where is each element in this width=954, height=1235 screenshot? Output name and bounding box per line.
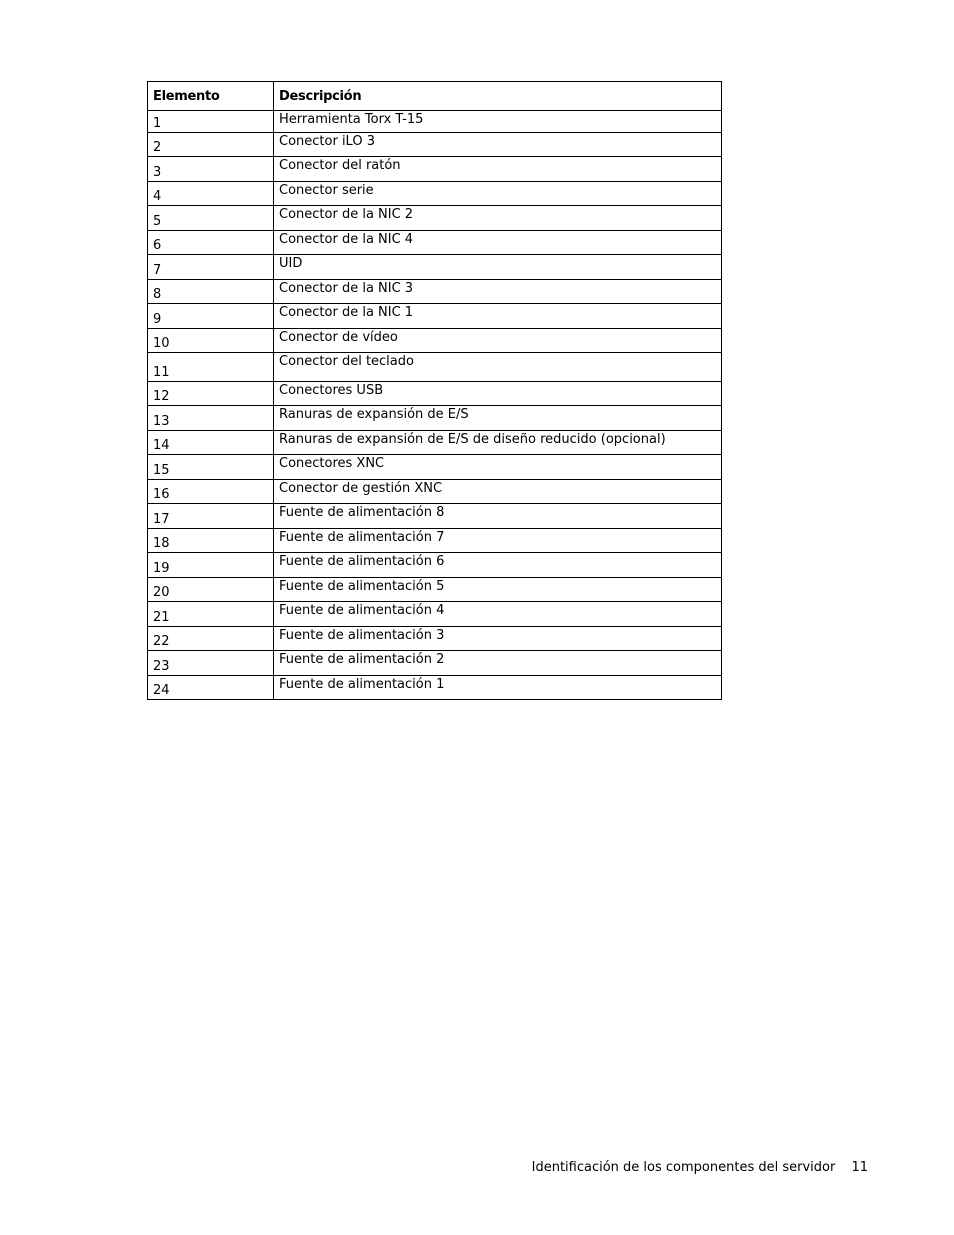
row-description: Fuente de alimentación 4 <box>274 602 722 627</box>
row-item-number: 22 <box>148 627 274 651</box>
row-item-number: 19 <box>148 553 274 578</box>
row-item-number: 7 <box>148 255 274 280</box>
row-description: Conector de vídeo <box>274 329 722 353</box>
page-footer <box>532 1160 868 1175</box>
row-description: Conector de la NIC 3 <box>274 280 722 304</box>
column-header-descripcion: Descripción <box>274 82 722 111</box>
row-item-number: 13 <box>148 406 274 431</box>
row-item-number: 15 <box>148 455 274 480</box>
table-row <box>148 529 722 553</box>
row-description: Conector serie <box>274 182 722 206</box>
row-description: Conector de la NIC 4 <box>274 231 722 255</box>
table-row <box>148 504 722 529</box>
row-item-number: 14 <box>148 431 274 455</box>
row-description: Conector de la NIC 1 <box>274 304 722 329</box>
row-description: Herramienta Torx T-15 <box>274 111 722 133</box>
row-item-number: 5 <box>148 206 274 231</box>
row-description: Conector del teclado <box>274 353 722 382</box>
table-row <box>148 602 722 627</box>
row-description: Conector iLO 3 <box>274 133 722 157</box>
table-row <box>148 157 722 182</box>
row-item-number: 16 <box>148 480 274 504</box>
table-row <box>148 651 722 676</box>
page-number: 11 <box>851 1160 868 1175</box>
row-description: Ranuras de expansión de E/S <box>274 406 722 431</box>
row-description: Fuente de alimentación 7 <box>274 529 722 553</box>
table-row <box>148 206 722 231</box>
row-item-number: 2 <box>148 133 274 157</box>
row-item-number: 21 <box>148 602 274 627</box>
row-description: Fuente de alimentación 5 <box>274 578 722 602</box>
table-row <box>148 627 722 651</box>
row-description: Conectores XNC <box>274 455 722 480</box>
row-description: Conector del ratón <box>274 157 722 182</box>
table-row <box>148 353 722 382</box>
table-body <box>148 111 722 700</box>
row-item-number: 18 <box>148 529 274 553</box>
row-description: Conector de gestión XNC <box>274 480 722 504</box>
row-item-number: 4 <box>148 182 274 206</box>
row-item-number: 11 <box>148 353 274 382</box>
table-row <box>148 480 722 504</box>
footer-section-title: Identificación de los componentes del servidor <box>531 1160 836 1175</box>
row-description: Fuente de alimentación 2 <box>274 651 722 676</box>
table-row <box>148 133 722 157</box>
components-table <box>147 81 722 700</box>
table-header-row <box>148 82 722 111</box>
row-item-number: 3 <box>148 157 274 182</box>
row-description: Fuente de alimentación 6 <box>274 553 722 578</box>
row-item-number: 20 <box>148 578 274 602</box>
row-description: Conector de la NIC 2 <box>274 206 722 231</box>
row-item-number: 1 <box>148 111 274 133</box>
row-description: Fuente de alimentación 8 <box>274 504 722 529</box>
row-item-number: 10 <box>148 329 274 353</box>
row-description: Ranuras de expansión de E/S de diseño reducido (opcional) <box>274 431 722 455</box>
column-header-elemento: Elemento <box>148 82 274 111</box>
table-row <box>148 431 722 455</box>
row-item-number: 9 <box>148 304 274 329</box>
table-row <box>148 304 722 329</box>
table-row <box>148 255 722 280</box>
row-item-number: 6 <box>148 231 274 255</box>
row-item-number: 8 <box>148 280 274 304</box>
table-row <box>148 676 722 700</box>
table-row <box>148 231 722 255</box>
row-description: Fuente de alimentación 3 <box>274 627 722 651</box>
table-row <box>148 329 722 353</box>
row-item-number: 24 <box>148 676 274 700</box>
row-item-number: 23 <box>148 651 274 676</box>
table-row <box>148 455 722 480</box>
table-row <box>148 578 722 602</box>
table-row <box>148 553 722 578</box>
table-row <box>148 382 722 406</box>
row-item-number: 17 <box>148 504 274 529</box>
row-description: Fuente de alimentación 1 <box>274 676 722 700</box>
table-row <box>148 280 722 304</box>
table-row <box>148 111 722 133</box>
row-description: UID <box>274 255 722 280</box>
table-row <box>148 406 722 431</box>
table-row <box>148 182 722 206</box>
row-item-number: 12 <box>148 382 274 406</box>
row-description: Conectores USB <box>274 382 722 406</box>
